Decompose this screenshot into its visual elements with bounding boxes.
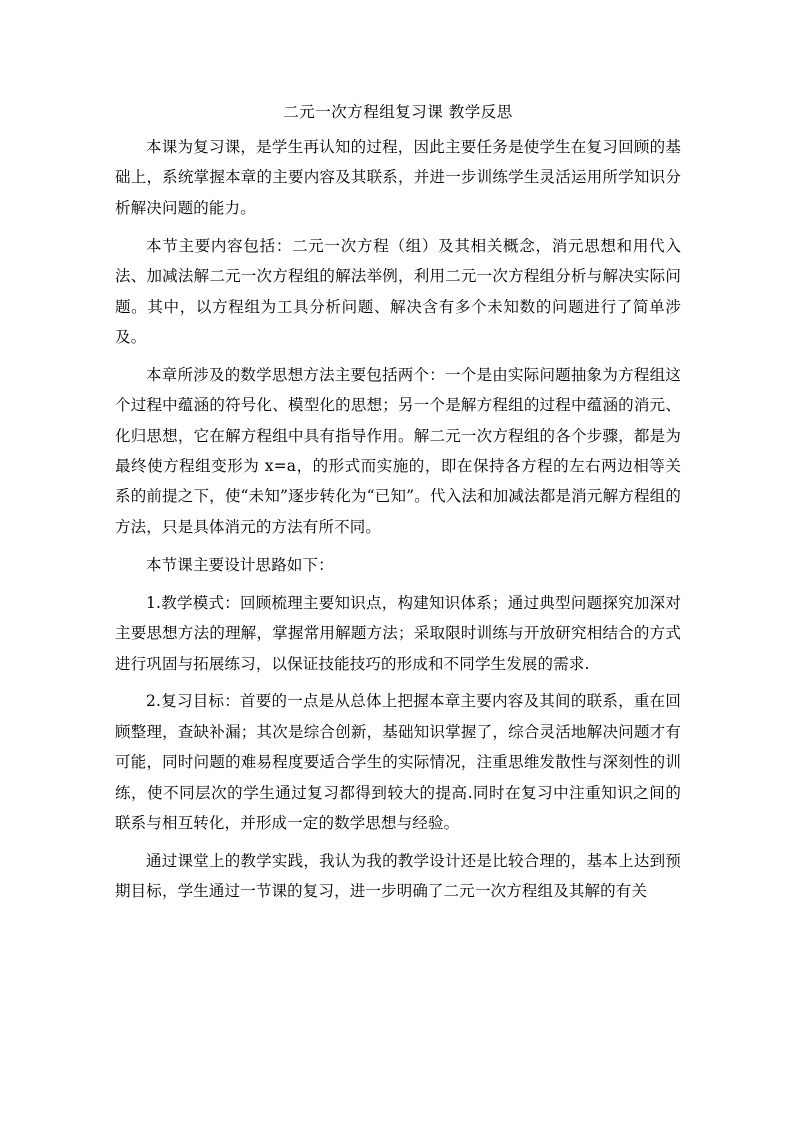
paragraph-review-goal: 2.复习目标：首要的一点是从总体上把握本章主要内容及其间的联系，重在回顾整理，查缺补漏；其次是综合创新，基础知识掌握了，综合灵活地解决问题才有可能，同时问题的难易程度要适合学生的实际情况，注重思维发散性与深刻性的训练，使不同层次的学生通过复习都得到较大的提高.同时在复习中注重知识之间的联系与相互转化，并形成一定的数学思想与经验。	[115, 692, 681, 833]
paragraph-teaching-mode: 1.教学模式：回顾梳理主要知识点，构建知识体系；通过典型问题探究加深对主要思想方法的理解，掌握常用解题方法；采取限时训练与开放研究相结合的方式进行巩固与拓展练习，以保证技能技巧的形成和不同学生发展的需求.	[115, 593, 681, 673]
document-body	[115, 98, 681, 914]
paragraph-intro: 本课为复习课，是学生再认知的过程，因此主要任务是使学生在复习回顾的基础上，系统掌握本章的主要内容及其联系，并进一步训练学生灵活运用所学知识分析解决问题的能力。	[115, 138, 681, 217]
paragraph-content: 本节主要内容包括：二元一次方程（组）及其相关概念，消元思想和用代入法、加减法解二元一次方程组的解法举例，利用二元一次方程组分析与解决实际问题。其中，以方程组为工具分析问题、解决含有多个未知数的问题进行了简单涉及。	[115, 236, 681, 346]
paragraph-math-thinking: 本章所涉及的数学思想方法主要包括两个：一个是由实际问题抽象为方程组这个过程中蕴涵的符号化、模型化的思想；另一个是解方程组的过程中蕴涵的消元、化归思想，它在解方程组中具有指导作用。解二元一次方程组的各个步骤，都是为最终使方程组变形为 x=a，的形式而实施的，即在保持各方程的左右两边相等关系的前提之下，使“未知”逐步转化为“已知”。代入法和加减法都是消元解方程组的方法，只是具体消元的方法有所不同。	[115, 365, 681, 536]
paragraph-reflection: 通过课堂上的教学实践，我认为我的教学设计还是比较合理的，基本上达到预期目标，学生通过一节课的复习，进一步明确了二元一次方程组及其解的有关	[115, 851, 681, 901]
paragraph-design-intro: 本节课主要设计思路如下：	[146, 555, 334, 574]
document-title: 二元一次方程组复习课 教学反思	[283, 103, 513, 121]
